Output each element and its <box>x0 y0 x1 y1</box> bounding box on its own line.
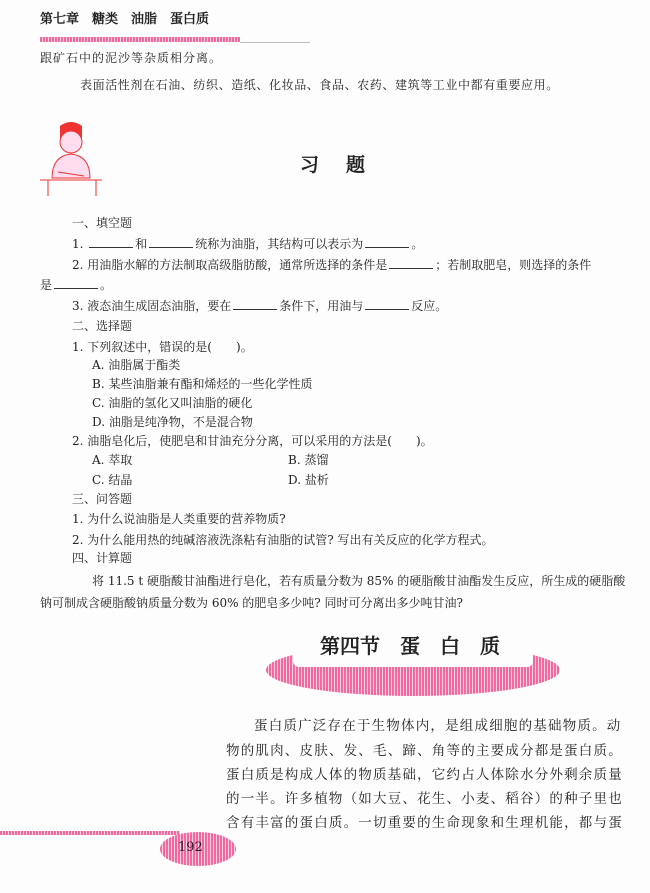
option: B. 蒸馏 <box>288 453 329 467</box>
q-text: 和 <box>135 237 148 251</box>
question: 1. 下列叙述中，错误的是( )。 <box>72 340 253 354</box>
option: D. 盐析 <box>288 473 329 487</box>
q-text: 条件下，用油与 <box>279 299 364 313</box>
q-text: 3. 液态油生成固态油脂，要在 <box>72 299 232 313</box>
footer-stripe <box>0 831 180 835</box>
q-text: 统称为油脂，其结构可以表示为 <box>195 237 364 251</box>
answer-blank[interactable] <box>365 237 409 248</box>
body-line: 物的肌肉、皮肤、发、毛、蹄、角等的主要成分都是蛋白质。 <box>226 743 623 759</box>
question <box>72 256 591 273</box>
q-text: ；若制取肥皂，则选择的条件 <box>435 258 592 272</box>
intro-line: 表面活性剂在石油、纺织、造纸、化妆品、食品、农药、建筑等工业中都有重要应用。 <box>80 78 559 92</box>
answer-blank[interactable] <box>365 299 409 310</box>
section-title: 第四节 蛋 白 质 <box>320 634 500 658</box>
section-heading: 三、问答题 <box>72 492 133 506</box>
q-text: 反应。 <box>411 299 448 313</box>
answer-blank[interactable] <box>233 299 277 310</box>
answer-blank[interactable] <box>54 278 98 289</box>
body-line: 蛋白质广泛存在于生物体内，是组成细胞的基础物质。动 <box>254 718 622 734</box>
option: C. 油脂的氢化又叫油脂的硬化 <box>92 396 253 410</box>
section-heading: 二、选择题 <box>72 319 133 333</box>
q-text: 。 <box>100 278 113 292</box>
body-line: 的一半。许多植物（如大豆、花生、小麦、稻谷）的种子里也 <box>226 791 623 807</box>
chapter-header: 第七章 糖类 油脂 蛋白质 <box>40 12 210 27</box>
answer-blank[interactable] <box>389 258 433 269</box>
q-num: 1. <box>72 237 84 251</box>
page-number: 192 <box>178 840 203 855</box>
question: 1. 为什么说油脂是人类重要的营养物质? <box>72 512 286 526</box>
answer-blank[interactable] <box>149 237 193 248</box>
exercises-title: 习 题 <box>300 154 370 176</box>
q-text: 。 <box>411 237 424 251</box>
question: 2. 油脂皂化后，使肥皂和甘油充分分离，可以采用的方法是( )。 <box>72 434 433 448</box>
q-text: 是 <box>40 278 53 292</box>
question <box>72 235 423 252</box>
question: 2. 为什么能用热的纯碱溶液洗涤粘有油脂的试管? 写出有关反应的化学方程式。 <box>72 533 494 547</box>
body-line: 蛋白质是构成人体的物质基础，它约占人体除水分外剩余质量 <box>226 767 623 783</box>
answer-blank[interactable] <box>89 237 133 248</box>
body-line: 含有丰富的蛋白质。一切重要的生命现象和生理机能，都与蛋 <box>226 815 623 831</box>
header-stripe <box>40 37 240 42</box>
option: C. 结晶 <box>92 473 133 487</box>
section-heading: 四、计算题 <box>72 551 133 565</box>
question-cont: 钠可制成含硬脂酸钠质量分数为 60% 的肥皂多少吨? 同时可分离出多少吨甘油? <box>40 596 463 610</box>
section-heading: 一、填空题 <box>72 216 133 230</box>
student-writing-illustration <box>38 118 104 198</box>
option: A. 油脂属于酯类 <box>92 358 181 372</box>
question-cont <box>40 276 112 293</box>
intro-line: 跟矿石中的泥沙等杂质相分离。 <box>40 51 223 65</box>
question: 将 11.5 t 硬脂酸甘油酯进行皂化，若有质量分数为 85% 的硬脂酸甘油酯发生反应，所生成的硬脂酸 <box>92 574 626 588</box>
option: D. 油脂是纯净物，不是混合物 <box>92 415 253 429</box>
question <box>72 297 447 314</box>
header-rule <box>240 42 310 43</box>
option: B. 某些油脂兼有酯和烯烃的一些化学性质 <box>92 377 313 391</box>
option: A. 萃取 <box>92 453 133 467</box>
q-text: 2. 用油脂水解的方法制取高级脂肪酸，通常所选择的条件是 <box>72 258 388 272</box>
